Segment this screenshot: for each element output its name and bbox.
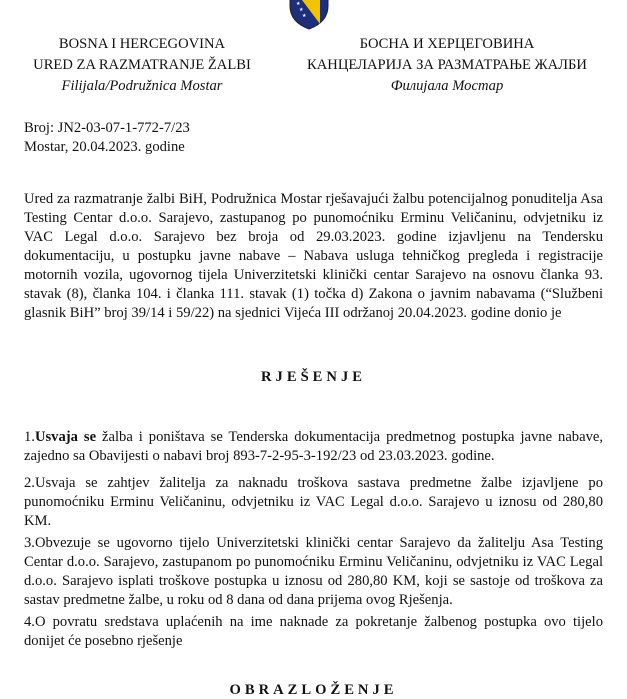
- decision-title: RJEŠENJE: [261, 369, 366, 385]
- branch-name-cyrillic: Филијала Мостар: [390, 78, 504, 94]
- reference-number: Broj: JN2-03-07-1-772-7/23: [24, 120, 190, 136]
- branch-name-latin: Filijala/Podružnica Mostar: [61, 78, 223, 94]
- coat-of-arms-emblem: [289, 0, 329, 30]
- decision-item-1: [24, 428, 603, 466]
- country-name-cyrillic: БОСНА И ХЕРЦЕГОВИНА: [359, 36, 535, 52]
- item-1-text: žalba i poništava se Tenderska dokumentacija predmetnog postupka javne nabave, zajedno sa Obavijesti o nabavi broj 893-7-2-95-3-192/23 od 23.03.2023. godine.: [24, 429, 603, 464]
- decision-item-3: 3.Obvezuje se ugovorno tijelo Univerzitetski klinički centar Sarajevo da žalitelju Asa Testing Centar d.o.o. Sarajevo, zastupanom po punomoćniku Erminu Veličaninu, odvjetniku iz VAC Legal d.o.o. Sarajevo isplati troškove postupka u iznosu od 280,80 KM, koji se sastoje od troškova za sastav predmetne žalbe, u roku od 8 dana od dana prijema ovog Rješenja.: [24, 535, 603, 608]
- svg-text:★: ★: [299, 8, 304, 13]
- office-name-latin: URED ZA RAZMATRANJE ŽALBI: [33, 57, 251, 73]
- place-and-date: Mostar, 20.04.2023. godine: [24, 139, 185, 155]
- reasoning-title: OBRAZLOŽENJE: [229, 682, 398, 698]
- item-1-number: 1.: [24, 429, 35, 445]
- decision-item-4: 4.O povratu sredstava uplaćenih na ime naknade za pokretanje žalbenog postupka ovo tijelo donijet će posebno rješenje: [24, 614, 603, 649]
- header-left: [0, 34, 287, 97]
- office-name-cyrillic: КАНЦЕЛАРИЈА ЗА РАЗМАТРАЊЕ ЖАЛБИ: [307, 57, 587, 73]
- intro-paragraph: Ured za razmatranje žalbi BiH, Podružnica Mostar rješavajući žalbu potencijalnog ponuditelja Asa Testing Centar d.o.o. Sarajevo, zastupanog po punomoćniku Erminu Veličaninu, odvjetniku iz VAC Legal d.o.o. Sarajevo bez broja od 29.03.2023. godine izjavljenu na Tendersku dokumentaciju, u postupku javne nabave – Nabava usluga tehničkog pregleda i registracije motornih vozila, ugovornog tijela Univerzitetski klinički centar Sarajevo na osnovu članka 93. stavak (8), članka 104. i članka 111. stavak (1) točka d) Zakona o javnim nabavama (“Službeni glasnik BiH” broj 39/14 i 59/22) na sjednici Vijeća III održanoj 20.04.2023. godine donio je: [24, 191, 603, 321]
- svg-text:★: ★: [302, 14, 307, 19]
- header-right: [302, 34, 592, 97]
- svg-text:★: ★: [296, 2, 301, 7]
- decision-item-2: 2.Usvaja se zahtjev žalitelja za naknadu troškova sastava predmetne žalbe izjavljene po punomoćniku Erminu Veličaninu, odvjetniku iz VAC Legal d.o.o. Sarajevo u iznosu od 280,80 KM.: [24, 475, 603, 529]
- country-name-latin: BOSNA I HERCEGOVINA: [58, 36, 226, 52]
- item-1-bold-lead: Usvaja se: [34, 429, 97, 445]
